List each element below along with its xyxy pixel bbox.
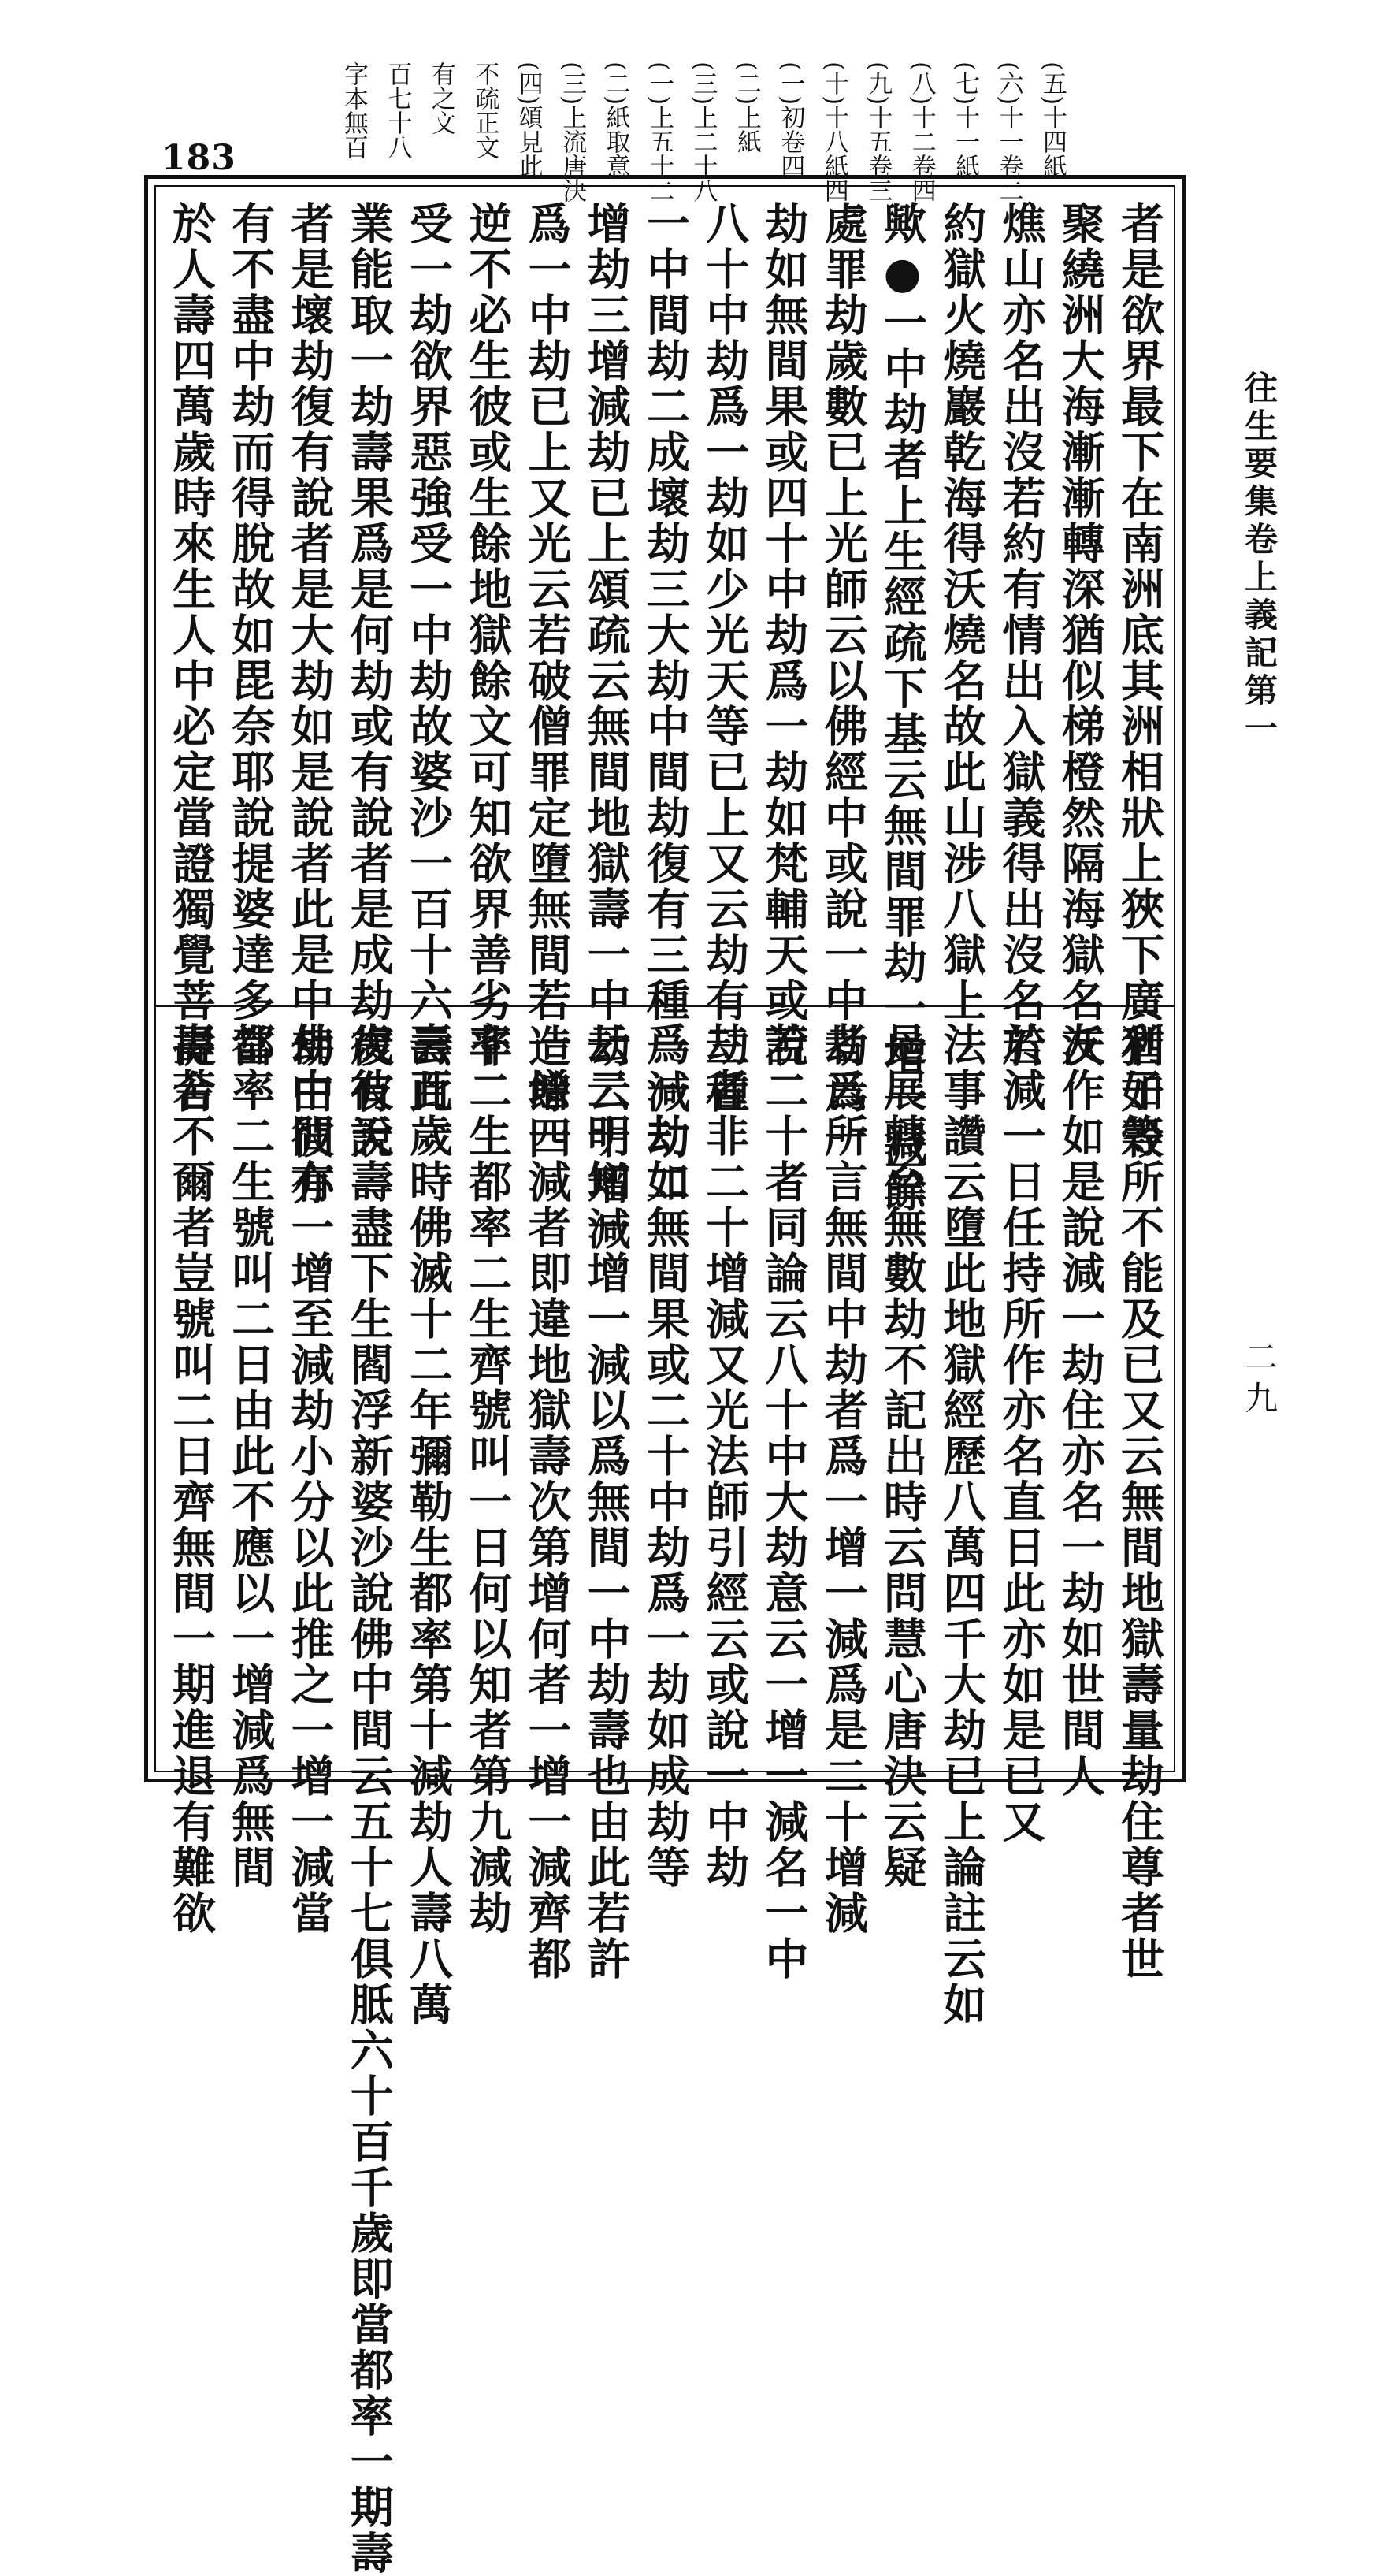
text-column: 一中間劫二成壞劫三大劫中間劫復有三種一減劫二 [640,201,691,1206]
text-column: 處罪劫歲數已上光師云以佛經中或說一中劫爲一 [817,201,869,1161]
side-title: 往生要集卷上義記第一 [1240,370,1279,749]
collation-note: (二)紙取意 [601,61,630,179]
text-column: 壽若不爾者豈號叫二日齊無間一期進退有難欲 [165,1022,217,1936]
text-column: 劫如無間果或四十中劫爲一劫如梵輔天或說 [758,201,810,1069]
collation-note: (八)十二卷四 [907,61,936,203]
text-column: 友作如是說減一劫住亦名一劫如世間人 [1054,1022,1106,1799]
text-column: 者是欲界最下在南洲底其洲相狀上狹下廣猶如穀 [1114,201,1165,1161]
text-column: 若二十者同論云八十中大劫意云一增一減名一中 [758,1022,810,1982]
text-column: 一增一減者即違地獄壽次第增何者一增一減齊都 [521,1022,573,1982]
text-column: 劫者非二十增減又光法師引經云或說一中劫 [699,1022,751,1890]
text-column: 爲一中劫已上又光云若破僧罪定墮無間若造餘四 [521,201,573,1161]
text-column: 法事讚云墮此地獄經歷八萬四千大劫已上論註云如 [936,1022,988,2028]
lower-text-block [165,1022,1165,2576]
collation-note: (九)十五卷三 [863,61,893,203]
collation-note: (一)上五十二 [645,61,674,203]
text-column: 佛中間有一增至減劫小分以此推之一增一減當 [284,1022,336,1936]
text-column: 是展轉至無數劫不記出時云問慧心唐決云疑 [877,1022,928,1890]
collation-note: (三)上流唐決 [558,61,587,203]
collation-note: (一)初卷四 [776,61,805,179]
text-column: 於人壽四萬歲時來生人中必定當證獨覺菩提舍 [165,201,217,1115]
text-column: 燋山亦名出沒若約有情出入獄義得出沒名若 [995,201,1047,1069]
text-column: 聚繞洲大海漸漸轉深猶似梯橙然隔海獄名沃 [1054,201,1106,1069]
collation-note: (三)上二十八 [688,61,718,203]
text-frame [144,175,1186,2576]
text-column: 有不盡中劫而得脫故如毘奈耶說提婆達多當 [225,201,277,1069]
text-column: 八十中劫爲一劫如少光天等已上又云劫有三種 [699,201,751,1115]
text-column: 都率二生號叫二日由此不應以一增減爲無間 [225,1022,277,1890]
text-column: 業能取一劫壽果爲是何劫或有說者是成劫復有說 [343,201,395,1161]
text-column: 約獄火燒巖乾海得沃燒名故此山涉八獄上 [936,201,988,1024]
text-column: 於減一日任持所作亦名直日此亦如是已又 [995,1022,1047,1845]
text-column: 率二生都率二生齊號叫一日何以知者第九減劫 [462,1022,514,1936]
text-column: 云云明知一增一減以爲無間一中劫壽也由此若許 [580,1022,632,1982]
collation-note: (二)上紙 [732,61,761,154]
text-column: 壽百歲時佛滅十二年彌勒生都率第十減劫人壽八萬 [403,1022,454,2028]
text-column: 受一劫欲界惡強受一中劫故婆沙一百十六云此 [403,201,454,1115]
collation-note: (五)十四紙 [1038,61,1067,179]
text-column: 歲彼天壽盡下生閻浮新婆沙說佛中間云五十七俱胝六十百千歲即當都率一期壽 [343,1022,395,2576]
text-column: 歟●一中劫者上生經疏下基云無間罪劫一增一減餘 [877,201,928,1214]
upper-text-block [165,201,1165,1252]
page-number: 183 [161,138,236,178]
text-column: 者云所言無間中劫者爲一增一減爲是二十增減 [817,1022,869,1936]
text-column: 逆不必生彼或生餘地獄餘文可知欲界善劣非 [462,201,514,1069]
side-page-number: 二九 [1240,1340,1279,1422]
text-column: 爲一劫如無間果或二十中劫爲一劫如成劫等 [640,1022,691,1890]
collation-note: (四)頌見此 [514,61,543,179]
collation-note: 百七十八 [383,61,412,159]
collation-notes [340,61,1067,203]
collation-note: 有之文 [426,61,455,135]
text-column: 者是壞劫復有說者是大劫如是說者此是中劫由彼亦 [284,201,336,1206]
collation-note: 字本無百 [340,61,368,159]
collation-note: (十)十八紙四 [819,61,848,203]
collation-note: 不疏正文 [470,61,499,159]
text-column: 增劫三增減劫已上頌疏云無間地獄壽一中劫二十增減 [580,201,632,1252]
text-column: 利子等所不能及已又云無間地獄壽量劫住尊者世 [1114,1022,1165,1982]
collation-note: (六)十一卷二 [994,61,1023,203]
collation-note: (七)十一紙 [951,61,980,179]
